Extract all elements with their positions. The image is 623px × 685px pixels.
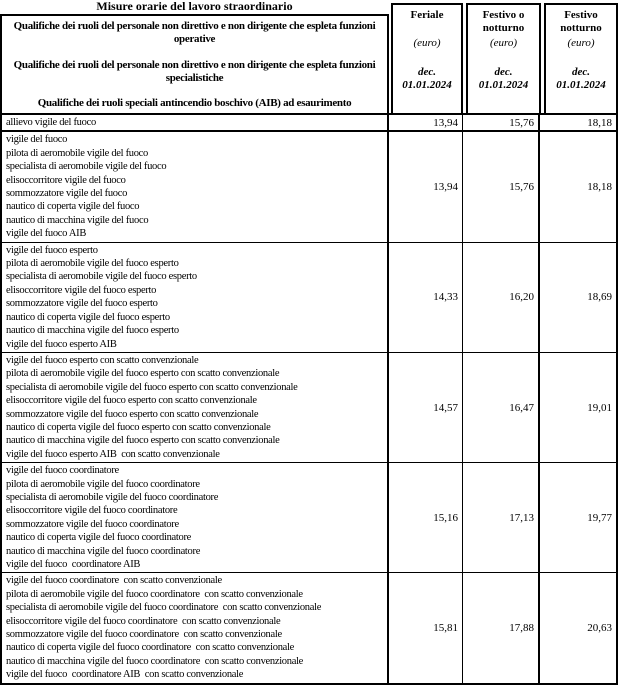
qualification-line: pilota di aeromobile vigile del fuoco	[6, 147, 148, 159]
column-header-festivo-o-notturno	[466, 3, 541, 113]
effective-date: 01.01.2024	[478, 79, 529, 91]
qualification-line: vigile del fuoco AIB	[6, 228, 87, 240]
qualification-line: nautico di coperta vigile del fuoco coordinatore con scatto convenzionale	[6, 642, 295, 654]
value-festivo-notturno: 19,77	[587, 511, 612, 524]
column-effective-date	[479, 66, 529, 92]
column-unit: (euro)	[413, 37, 441, 49]
qualification-line: vigile del fuoco coordinatore con scatto convenzionale	[6, 575, 222, 587]
qualification-line: elisoccorritore vigile del fuoco esperto con scatto convenzionale	[6, 395, 257, 407]
qualification-line: pilota di aeromobile vigile del fuoco coordinatore con scatto convenzionale	[6, 588, 303, 600]
qualification-line: sommozzatore vigile del fuoco coordinatore	[6, 518, 179, 530]
value-feriale: 14,57	[389, 353, 463, 462]
qualifications-paragraph-aib: Qualifiche dei ruoli speciali antincendio boschivo (AIB) ad esaurimento	[37, 97, 352, 109]
qualifications-cell	[2, 132, 389, 241]
table-row	[2, 572, 616, 682]
qualification-line: vigile del fuoco coordinatore AIB	[6, 559, 141, 570]
column-effective-date	[402, 66, 452, 92]
qualification-line: specialista di aeromobile vigile del fuoco esperto con scatto convenzionale	[6, 381, 298, 393]
qualifications-cell	[2, 573, 389, 682]
value-festivo-o-notturno: 16,20	[463, 243, 540, 352]
qualification-line: elisoccorritore vigile del fuoco	[6, 174, 126, 186]
qualification-line: pilota di aeromobile vigile del fuoco coordinatore	[6, 478, 200, 490]
qualification-line: vigile del fuoco esperto	[6, 244, 98, 256]
table-body	[0, 113, 618, 685]
qualification-line: vigile del fuoco esperto AIB con scatto convenzionale	[6, 448, 220, 460]
column-label: Festivo notturno	[560, 9, 602, 34]
header-left-column	[0, 0, 389, 113]
value-column-headers	[389, 0, 618, 113]
value-festivo-notturno: 18,69	[587, 291, 612, 304]
column-label: Festivo o notturno	[482, 9, 525, 34]
qualification-line: vigile del fuoco esperto con scatto convenzionale	[6, 354, 199, 366]
value-festivo-o-notturno: 17,88	[463, 573, 540, 682]
column-effective-date	[556, 66, 606, 92]
value-feriale: 13,94	[389, 132, 463, 241]
qualification-line: nautico di macchina vigile del fuoco	[6, 214, 149, 226]
column-unit: (euro)	[567, 37, 595, 49]
column-label: Feriale	[410, 9, 444, 21]
qualifications-paragraph-operative: Qualifiche dei ruoli del personale non direttivo e non dirigente che espleta funzioni operative	[13, 20, 376, 45]
qualification-line: sommozzatore vigile del fuoco esperto	[6, 298, 158, 310]
qualification-line: specialista di aeromobile vigile del fuoco coordinatore	[6, 491, 219, 503]
qualification-line: pilota di aeromobile vigile del fuoco esperto con scatto convenzionale	[6, 368, 280, 380]
qualifications-paragraph-specialistiche: Qualifiche dei ruoli del personale non direttivo e non dirigente che espleta funzioni specialistiche	[13, 58, 376, 84]
qualification-line: allievo vigile del fuoco	[6, 117, 96, 128]
effective-date: 01.01.2024	[556, 79, 606, 91]
qualifications-cell	[2, 463, 389, 572]
qualification-line: vigile del fuoco coordinatore AIB con scatto convenzionale	[6, 669, 244, 681]
value-festivo-notturno: 20,63	[587, 622, 612, 635]
qualification-line: specialista di aeromobile vigile del fuoco coordinatore con scatto convenzionale	[6, 602, 322, 614]
value-festivo-notturno: 18,18	[587, 116, 612, 129]
qualification-line: specialista di aeromobile vigile del fuoco	[6, 161, 167, 173]
qualification-line: vigile del fuoco	[6, 134, 68, 146]
qualification-line: nautico di macchina vigile del fuoco esperto con scatto convenzionale	[6, 435, 280, 447]
qualification-line: vigile del fuoco coordinatore	[6, 465, 119, 477]
qualifications-header-cell	[0, 14, 389, 113]
effective-label: dec.	[417, 66, 436, 78]
table-row	[2, 130, 616, 241]
value-festivo-notturno: 18,18	[587, 181, 612, 194]
column-unit: (euro)	[489, 37, 518, 49]
value-festivo-notturno: 19,01	[587, 401, 612, 414]
column-header-feriale	[391, 3, 463, 113]
qualification-line: elisoccorritore vigile del fuoco coordinatore con scatto convenzionale	[6, 615, 281, 627]
qualification-line: nautico di macchina vigile del fuoco esperto	[6, 325, 179, 337]
table-header	[0, 0, 618, 113]
effective-label: dec.	[571, 66, 590, 78]
qualification-line: elisoccorritore vigile del fuoco esperto	[6, 284, 157, 296]
value-festivo-o-notturno: 17,13	[463, 463, 540, 572]
value-festivo-o-notturno: 16,47	[463, 353, 540, 462]
effective-date: 01.01.2024	[402, 79, 452, 91]
qualifications-cell	[2, 243, 389, 352]
value-feriale: 15,16	[389, 463, 463, 572]
qualification-line: nautico di macchina vigile del fuoco coordinatore	[6, 545, 201, 557]
column-header-festivo-notturno	[544, 3, 618, 113]
qualification-line: sommozzatore vigile del fuoco	[6, 188, 128, 200]
qualification-line: pilota di aeromobile vigile del fuoco esperto	[6, 258, 179, 270]
qualification-line: nautico di coperta vigile del fuoco	[6, 201, 140, 213]
qualification-line: nautico di coperta vigile del fuoco esperto	[6, 311, 170, 323]
table-row	[2, 242, 616, 352]
page-title: Misure orarie del lavoro straordinario	[96, 0, 293, 13]
effective-label: dec.	[494, 66, 513, 78]
qualification-line: sommozzatore vigile del fuoco esperto con scatto convenzionale	[6, 408, 259, 420]
value-festivo-o-notturno: 15,76	[463, 132, 540, 241]
qualifications-cell	[2, 115, 389, 130]
value-feriale: 15,81	[389, 573, 463, 682]
qualification-line: elisoccorritore vigile del fuoco coordinatore	[6, 505, 178, 517]
qualification-line: nautico di macchina vigile del fuoco coordinatore con scatto convenzionale	[6, 655, 304, 667]
table-row	[2, 352, 616, 462]
value-feriale: 14,33	[389, 243, 463, 352]
qualifications-cell	[2, 353, 389, 462]
qualification-line: specialista di aeromobile vigile del fuoco esperto	[6, 271, 197, 283]
qualification-line: sommozzatore vigile del fuoco coordinatore con scatto convenzionale	[6, 629, 282, 641]
value-festivo-o-notturno: 15,76	[463, 115, 540, 130]
table-row	[2, 462, 616, 572]
qualification-line: nautico di coperta vigile del fuoco esperto con scatto convenzionale	[6, 421, 271, 433]
value-feriale: 13,94	[389, 115, 463, 130]
qualification-line: nautico di coperta vigile del fuoco coordinatore	[6, 532, 192, 544]
qualification-line: vigile del fuoco esperto AIB	[6, 338, 117, 350]
table-row	[2, 115, 616, 130]
